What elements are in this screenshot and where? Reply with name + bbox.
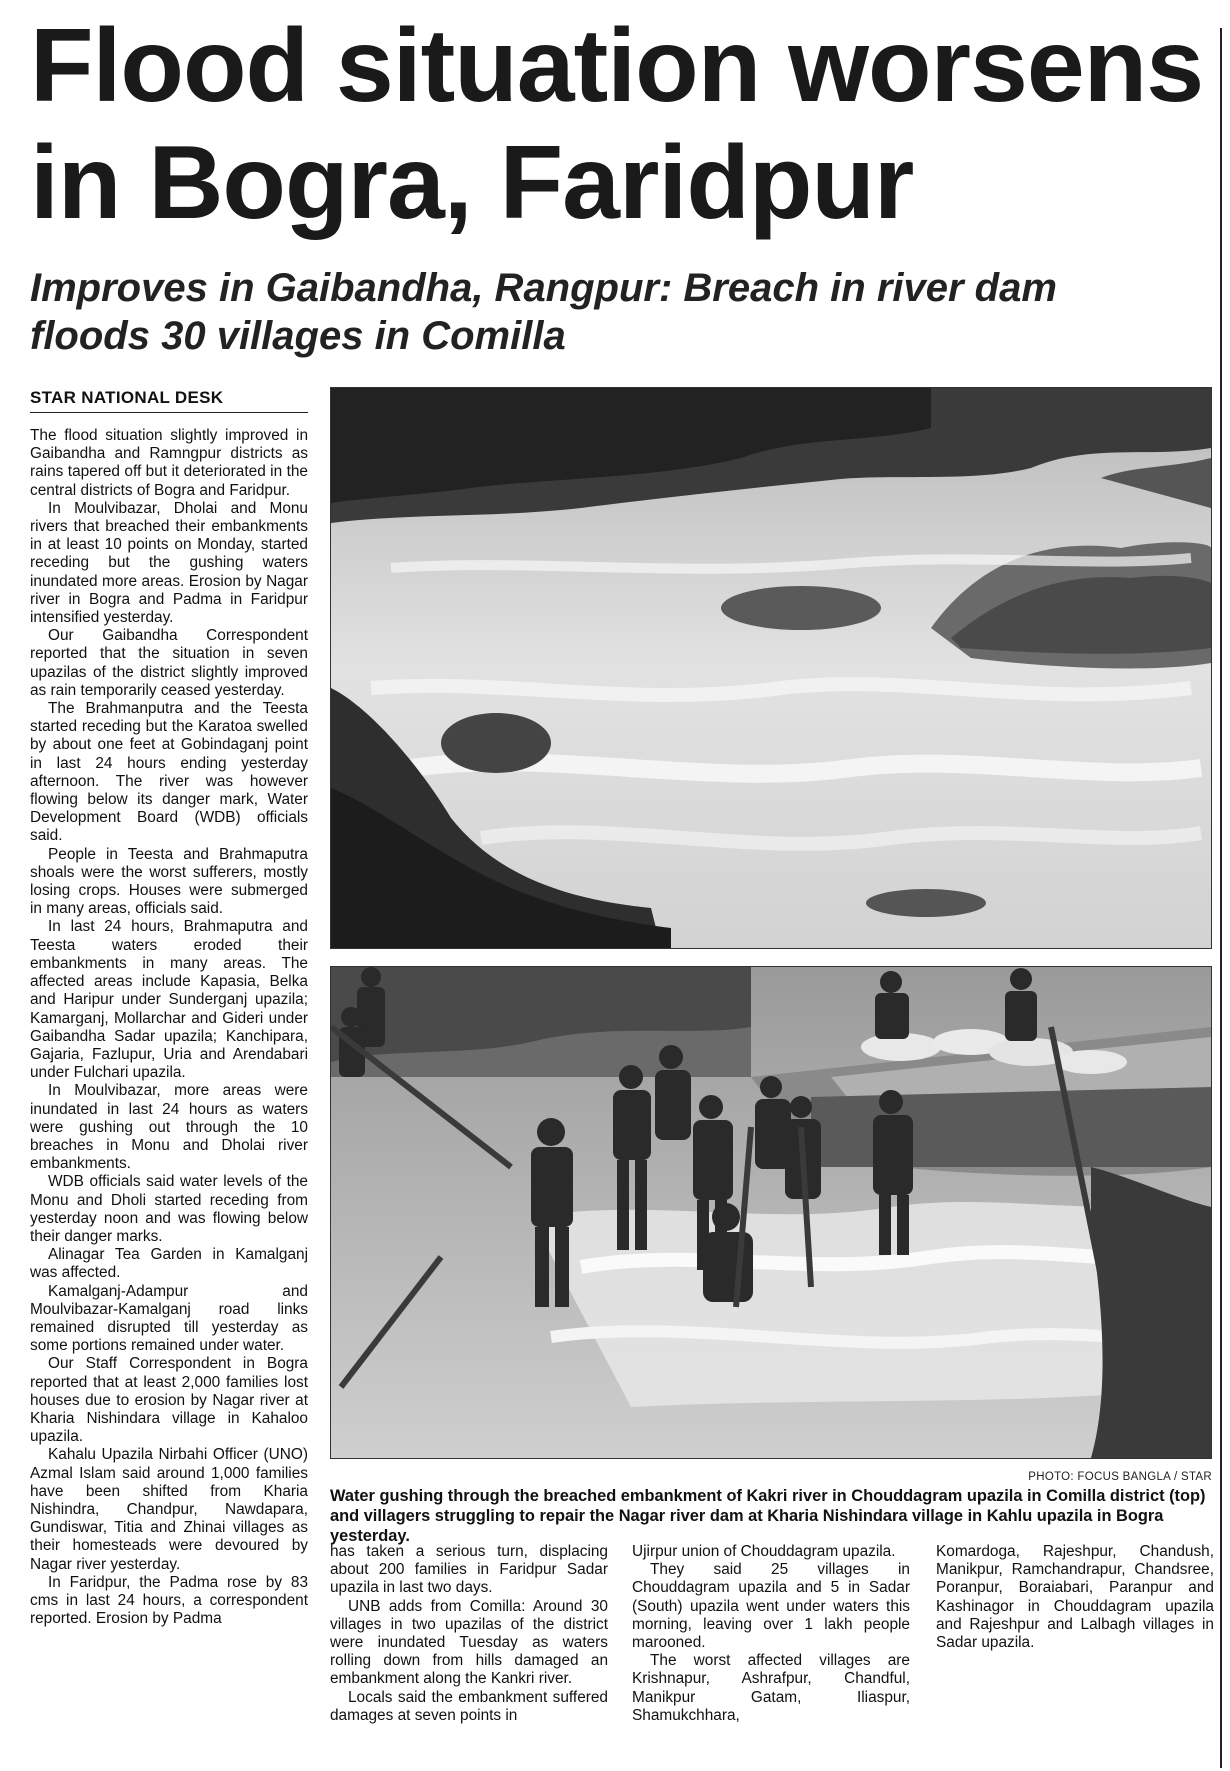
paragraph: In Moulvibazar, more areas were inundated in last 24 hours as waters were gushing out through the 10 breaches in Monu and Dholai river embankments. xyxy=(30,1082,308,1173)
article-column-3 xyxy=(632,1543,910,1765)
paragraph: Komardoga, Rajeshpur, Chandush, Manikpur, Ramchandrapur, Chandsree, Poranpur, Boraiabari, Paranpur and Kashinagor in Chouddagram upazila and Rajeshpur and Lalbagh villages in Sadar upazila. xyxy=(936,1543,1214,1652)
paragraph: Alinagar Tea Garden in Kamalganj was affected. xyxy=(30,1246,308,1282)
paragraph: In last 24 hours, Brahmaputra and Teesta waters eroded their embankments in many areas. The affected areas include Kapasia, Belka and Haripur under Sunderganj upazila; Kamarganj, Mollarchar and Gideri under Gaibandha Sadar upazila; Kanchipara, Gajaria, Fazlupur, Uria and Arendabari under Fulchari upazila. xyxy=(30,918,308,1082)
river-breach-image xyxy=(331,388,1211,948)
photo-credit: PHOTO: FOCUS BANGLA / STAR xyxy=(1028,1471,1212,1483)
paragraph: WDB officials said water levels of the Monu and Dholi started receding from yesterday noon and was flowing below their danger marks. xyxy=(30,1173,308,1245)
paragraph: The flood situation slightly improved in Gaibandha and Ramngpur districts as rains tapered off but it deteriorated in the central districts of Bogra and Faridpur. xyxy=(30,427,308,499)
photo-villagers-repair xyxy=(330,966,1212,1459)
paragraph: Kahalu Upazila Nirbahi Officer (UNO) Azmal Islam said around 1,000 families have been shifted from Kharia Nishindra, Chandpur, Nawdapara, Gundiswar, Titia and Zhinai villages as their homesteads were devoured by Nagar river yesterday. xyxy=(30,1446,308,1573)
paragraph: UNB adds from Comilla: Around 30 villages in two upazilas of the district were inundated Tuesday as waters rolling down from hills damaged an embankment along the Kankri river. xyxy=(330,1597,608,1688)
column-rule xyxy=(1220,28,1222,1768)
paragraph: The worst affected villages are Krishnapur, Ashrafpur, Chandful, Manikpur Gatam, Iliaspur, Shamukchhara, xyxy=(632,1652,910,1724)
article-column-2 xyxy=(330,1543,608,1765)
paragraph: People in Teesta and Brahmaputra shoals were the worst sufferers, mostly losing crops. Houses were submerged in many areas, officials said. xyxy=(30,845,308,918)
article-column-4 xyxy=(936,1543,1214,1765)
paragraph: has taken a serious turn, displacing about 200 families in Faridpur Sadar upazila in last two days. xyxy=(330,1543,608,1597)
paragraph: Locals said the embankment suffered damages at seven points in xyxy=(330,1688,608,1724)
paragraph: In Faridpur, the Padma rose by 83 cms in last 24 hours, a correspondent reported. Erosion by Padma xyxy=(30,1573,308,1628)
paragraph: Ujirpur union of Chouddagram upazila. xyxy=(632,1543,896,1560)
photo-river-breach xyxy=(330,387,1212,949)
photo-caption: Water gushing through the breached embankment of Kakri river in Chouddagram upazila in Comilla district (top) and villagers struggling to repair the Nagar river dam at Kharia Nishindara village in Kahlu upazila in Bogra yesterday. xyxy=(330,1487,1206,1545)
paragraph: In Moulvibazar, Dholai and Monu rivers that breached their embankments in at least 10 points on Monday, started receding but the gushing waters inundated more areas. Erosion by Nagar river in Bogra and Padma in Faridpur intensified yesterday. xyxy=(30,499,308,627)
byline: STAR NATIONAL DESK xyxy=(30,388,308,413)
paragraph: Kamalganj-Adampur and Moulvibazar-Kamalganj road links remained disrupted till yesterday as some portions remained under water. xyxy=(30,1282,308,1355)
article-column-1 xyxy=(30,427,308,1757)
subheadline: Improves in Gaibandha, Rangpur: Breach in river dam floods 30 villages in Comilla xyxy=(30,266,1057,358)
paragraph: They said 25 villages in Chouddagram upazila and 5 in Sadar (South) upazila went under waters this morning, leaving over 1 lakh people marooned. xyxy=(632,1561,910,1652)
headline: Flood situation worsens in Bogra, Faridpur xyxy=(30,8,1204,241)
villagers-repair-image xyxy=(331,967,1211,1458)
paragraph: Our Staff Correspondent in Bogra reported that at least 2,000 families lost houses due to erosion by Nagar river at Kharia Nishindara village in Kahaloo upazila. xyxy=(30,1355,308,1446)
paragraph: Our Gaibandha Correspondent reported that the situation in seven upazilas of the district slightly improved as rain temporarily ceased yesterday. xyxy=(30,627,308,699)
paragraph: The Brahmanputra and the Teesta started receding but the Karatoa swelled by about one feet at Gobindaganj point in last 24 hours ending yesterday afternoon. The river was however flowing below its danger mark, Water Development Board (WDB) officials said. xyxy=(30,700,308,845)
